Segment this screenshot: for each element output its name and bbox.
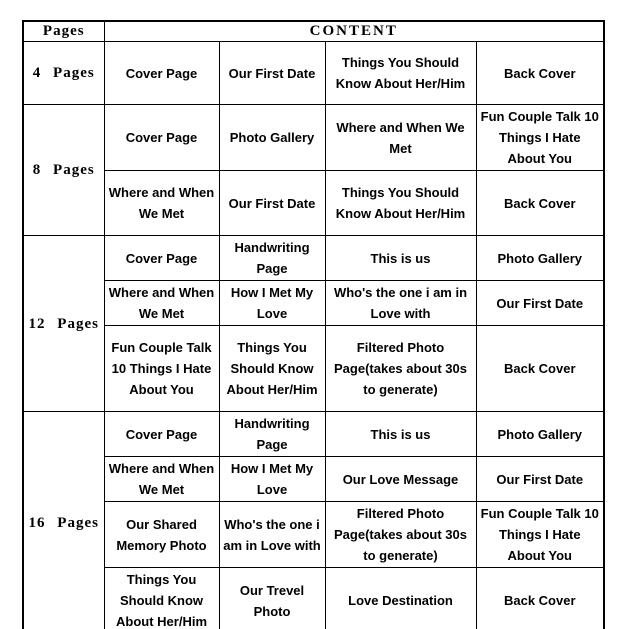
table-row	[23, 236, 604, 281]
table-row	[23, 568, 604, 629]
table-cell: Our First Date	[476, 281, 604, 326]
table-row	[23, 502, 604, 568]
table-cell: Who's the one i am in Love with	[219, 502, 325, 568]
table-row	[23, 326, 604, 412]
table-cell: Where and When We Met	[104, 171, 219, 236]
table-cell: Fun Couple Talk 10 Things I Hate About You	[476, 105, 604, 171]
table-cell: Things You Should Know About Her/Him	[219, 326, 325, 412]
header-content: CONTENT	[104, 21, 604, 42]
pages-group-label-4: 4 Pages	[23, 42, 104, 105]
table-cell: Photo Gallery	[219, 105, 325, 171]
table-row	[23, 105, 604, 171]
table-cell: This is us	[325, 412, 476, 457]
table-cell: Cover Page	[104, 42, 219, 105]
table-cell: Fun Couple Talk 10 Things I Hate About You	[476, 502, 604, 568]
table-cell: Fun Couple Talk 10 Things I Hate About You	[104, 326, 219, 412]
table-cell: How I Met My Love	[219, 457, 325, 502]
pages-group-label-12: 12 Pages	[23, 236, 104, 412]
table-cell: Cover Page	[104, 105, 219, 171]
table-cell: Back Cover	[476, 171, 604, 236]
pages-group-label-8: 8 Pages	[23, 105, 104, 236]
header-row	[23, 21, 604, 42]
table-cell: Handwriting Page	[219, 412, 325, 457]
header-pages: Pages	[23, 21, 104, 42]
table-cell: Our Love Message	[325, 457, 476, 502]
table-cell: Back Cover	[476, 42, 604, 105]
table-cell: Our First Date	[476, 457, 604, 502]
table-row	[23, 171, 604, 236]
table-cell: Back Cover	[476, 568, 604, 629]
table-cell: Things You Should Know About Her/Him	[104, 568, 219, 629]
table-cell: Our Trevel Photo	[219, 568, 325, 629]
table-cell: Back Cover	[476, 326, 604, 412]
table-cell: Photo Gallery	[476, 412, 604, 457]
table-row	[23, 42, 604, 105]
table-cell: Who's the one i am in Love with	[325, 281, 476, 326]
table-row	[23, 412, 604, 457]
table-row	[23, 281, 604, 326]
table-cell: Love Destination	[325, 568, 476, 629]
table-cell: This is us	[325, 236, 476, 281]
pages-group-label-16: 16 Pages	[23, 412, 104, 629]
table-row	[23, 457, 604, 502]
table-cell: Cover Page	[104, 236, 219, 281]
table-cell: Our First Date	[219, 171, 325, 236]
table-cell: Filtered Photo Page(takes about 30s to generate)	[325, 326, 476, 412]
table-cell: Things You Should Know About Her/Him	[325, 171, 476, 236]
table-cell: Where and When We Met	[325, 105, 476, 171]
table-cell: Cover Page	[104, 412, 219, 457]
table-cell: Where and When We Met	[104, 281, 219, 326]
table-cell: Our First Date	[219, 42, 325, 105]
table-cell: How I Met My Love	[219, 281, 325, 326]
table-cell: Handwriting Page	[219, 236, 325, 281]
table-cell: Our Shared Memory Photo	[104, 502, 219, 568]
photobook-content-table	[22, 20, 605, 629]
table-cell: Things You Should Know About Her/Him	[325, 42, 476, 105]
table-cell: Where and When We Met	[104, 457, 219, 502]
table-cell: Filtered Photo Page(takes about 30s to generate)	[325, 502, 476, 568]
table-cell: Photo Gallery	[476, 236, 604, 281]
